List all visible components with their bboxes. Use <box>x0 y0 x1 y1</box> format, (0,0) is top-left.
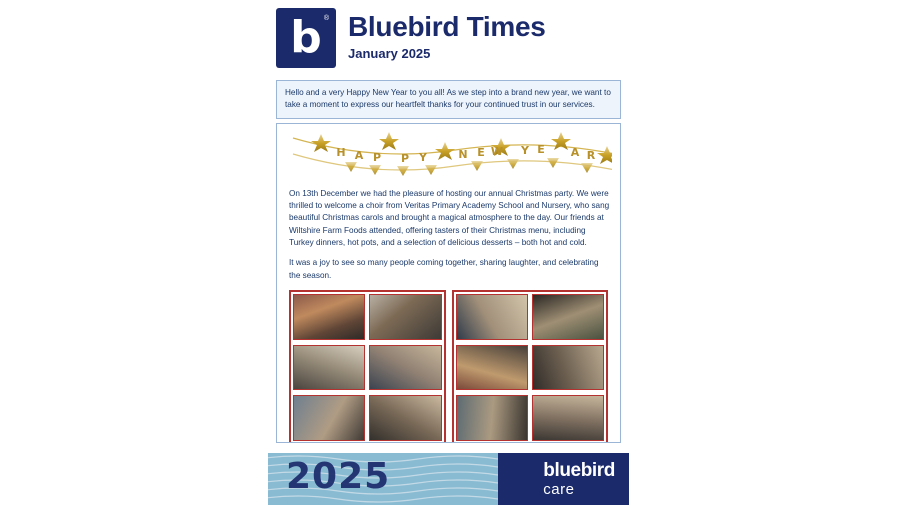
christmas-party-photo-3 <box>293 345 365 391</box>
christmas-party-photo-7 <box>456 294 528 340</box>
christmas-party-photo-1 <box>293 294 365 340</box>
photo-row <box>456 294 605 340</box>
collage-column-right <box>452 290 609 443</box>
christmas-party-photo-5 <box>293 395 365 441</box>
christmas-party-photo-12 <box>532 395 604 441</box>
christmas-party-photo-4 <box>369 345 441 391</box>
happy-new-year-banner <box>285 128 612 184</box>
body-paragraph-2: It was a joy to see so many people coming together, sharing laughter, and celebrating the season. <box>289 258 599 280</box>
christmas-party-photo-6 <box>369 395 441 441</box>
svg-text:Y: Y <box>521 143 529 157</box>
svg-text:H: H <box>336 145 346 159</box>
newsletter-document <box>268 0 629 505</box>
masthead <box>268 0 629 78</box>
svg-text:W: W <box>490 144 504 158</box>
footer-year: 2025 <box>286 456 391 497</box>
christmas-party-photo-10 <box>532 345 604 391</box>
photo-row <box>456 395 605 441</box>
body-paragraph-1: On 13th December we had the pleasure of hosting our annual Christmas party. We were thrilled to welcome a choir from Veritas Primary Academy School and Nursery, who sang beautiful Christmas carols and brought a magical atmosphere to the day. Our friends at Wiltshire Farm Foods attended, offering tasters of their Christmas menu, including Turkey dinners, hot pots, and a selection of delicious desserts – both hot and cold. <box>289 188 610 247</box>
title-block <box>348 8 546 61</box>
issue-date: January 2025 <box>348 45 431 61</box>
collage-column-left <box>289 290 446 443</box>
page-title: Bluebird Times <box>348 11 546 42</box>
christmas-party-photo-9 <box>456 345 528 391</box>
svg-text:P: P <box>372 150 382 164</box>
photo-row <box>293 294 442 340</box>
bluebird-logo <box>276 8 336 68</box>
brand-name-line-1: bluebird <box>543 460 615 481</box>
photo-collage <box>289 290 608 443</box>
svg-text:Y: Y <box>419 150 427 164</box>
footer <box>268 453 629 505</box>
brand-name-line-2: care <box>543 481 575 498</box>
svg-text:P: P <box>400 151 410 165</box>
svg-text:E: E <box>477 145 485 159</box>
svg-text:E: E <box>537 142 545 156</box>
svg-text:R: R <box>586 148 596 162</box>
christmas-party-photo-2 <box>369 294 441 340</box>
photo-row <box>293 395 442 441</box>
svg-text:A: A <box>570 145 580 159</box>
intro-panel: Hello and a very Happy New Year to you all! As we step into a brand new year, we want to take a moment to express our heartfelt thanks for your continued trust in our services. <box>276 80 621 119</box>
svg-text:N: N <box>458 147 468 161</box>
registered-trademark-icon: ® <box>323 15 329 22</box>
bluebird-care-logo <box>543 461 615 497</box>
logo-letter: b <box>290 12 322 63</box>
christmas-party-photo-11 <box>456 395 528 441</box>
content-panel <box>276 123 621 443</box>
christmas-party-photo-8 <box>532 294 604 340</box>
svg-text:A: A <box>354 148 364 162</box>
banner-graphic <box>285 128 612 184</box>
photo-row <box>456 345 605 391</box>
photo-row <box>293 345 442 391</box>
